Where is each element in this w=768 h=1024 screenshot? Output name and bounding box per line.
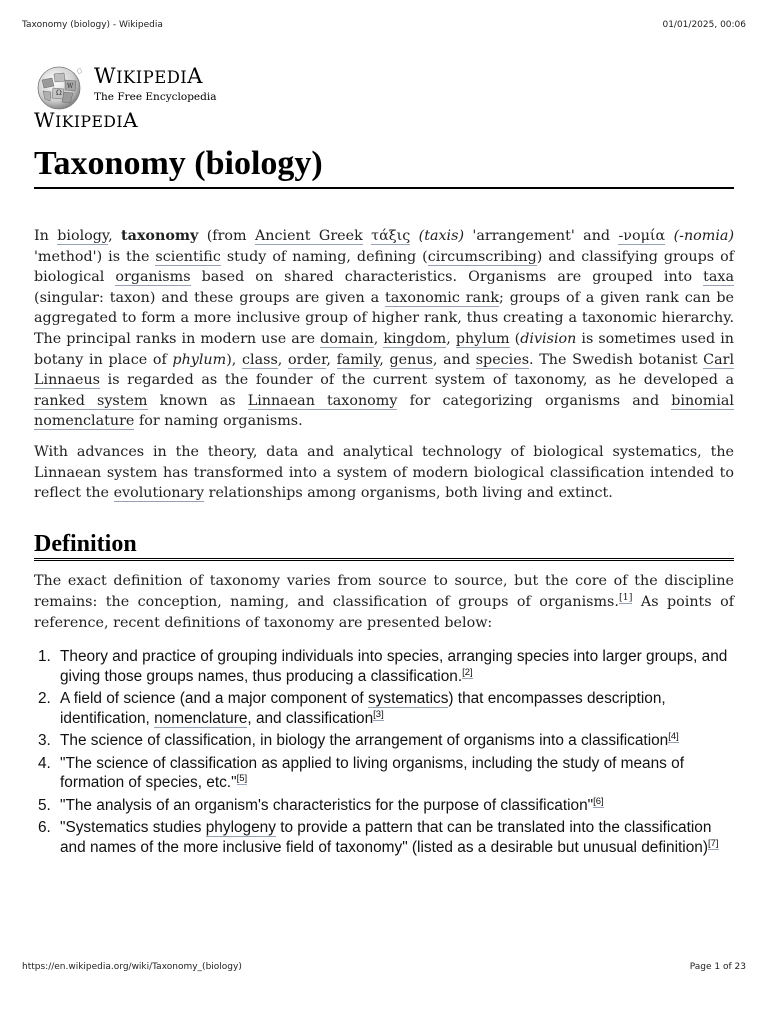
link-binomial-nomenclature[interactable]: binomial nomenclature — [34, 392, 734, 430]
reference-link[interactable]: [1] — [618, 591, 633, 603]
print-header-datetime: 01/01/2025, 00:06 — [662, 20, 746, 30]
link-family[interactable]: family — [336, 351, 380, 368]
section-heading-definition: Definition — [34, 534, 734, 562]
term-taxonomy: taxonomy — [121, 228, 199, 244]
link-domain[interactable]: domain — [320, 330, 374, 347]
link-evolutionary[interactable]: evolutionary — [113, 485, 205, 502]
reference-link[interactable]: [7] — [707, 837, 719, 849]
print-footer-page-number: Page 1 of 23 — [689, 962, 746, 972]
link-carl-linnaeus[interactable]: Carl Linnaeus — [34, 351, 735, 389]
link-taxis-greek[interactable]: τάξις — [371, 228, 411, 244]
list-item: 4. "The science of classification as applied to living organisms, including the study of means of formation of species, etc."[5] — [38, 754, 684, 792]
wikipedia-tagline: The Free Encyclopedia — [94, 91, 217, 103]
page-title: Taxonomy (biology) — [34, 145, 734, 189]
reference-link[interactable]: [3] — [373, 708, 384, 720]
intro-paragraph: In biology, taxonomy (from Ancient Greek τάξις (taxis) 'arrangement' and -νομία (-nomia) 'method') is the scientific study of naming, defining (circumscribing) and classifying groups of biological organisms based on shared characteristics. Organisms are grouped into taxa (singular: taxon) and these groups are given a taxonomic rank; groups of a given rank can be aggregated to form a more inclusive group of higher rank, thus creating a taxonomic hierarchy. The principal ranks in modern use are domain, kingdom, phylum (division is sometimes used in botany in place of phylum), class, order, family, genus, and species. The Swedish botanist Carl Linnaeus is regarded as the founder of the current system of taxonomy, as he developed a ranked system known as Linnaean taxonomy for categorizing organisms and binomial nomenclature for naming organisms. — [34, 228, 735, 430]
definition-paragraph: The exact definition of taxonomy varies from source to source, but the core of the discipline remains: the conception, naming, and classification of groups of organisms.[1] As points of reference, recent definitions of taxonomy are presented below: — [34, 573, 734, 631]
list-item: 5. "The analysis of an organism's characteristics for the purpose of classification"[6] — [38, 795, 604, 814]
print-footer — [22, 962, 746, 972]
reference-link[interactable]: [2] — [462, 666, 473, 678]
wikipedia-globe-icon — [34, 64, 86, 110]
link-circumscribing[interactable]: circumscribing — [427, 248, 537, 265]
link-phylum[interactable]: phylum — [455, 330, 510, 347]
reference-link[interactable]: [4] — [668, 731, 679, 743]
wikipedia-logo[interactable] — [34, 64, 216, 110]
reference-link[interactable]: [6] — [593, 795, 604, 807]
print-header-title: Taxonomy (biology) - Wikipedia — [22, 20, 163, 30]
link-linnaean-taxonomy[interactable]: Linnaean taxonomy — [247, 392, 398, 409]
link-nomia-greek[interactable]: -νομία — [618, 228, 666, 244]
list-item: 3. The science of classification, in biology the arrangement of organisms into a classification[4] — [38, 731, 679, 750]
print-header — [22, 20, 746, 30]
reference-link[interactable]: [5] — [236, 773, 248, 785]
wikipedia-wordmark: WIKIPEDIA — [94, 64, 203, 88]
print-footer-url: https://en.wikipedia.org/wiki/Taxonomy_(biology) — [22, 962, 242, 972]
svg-text:Ω: Ω — [56, 89, 62, 97]
link-scientific[interactable]: scientific — [155, 248, 221, 265]
link-organisms[interactable]: organisms — [115, 269, 191, 286]
link-order[interactable]: order — [288, 351, 327, 368]
link-genus[interactable]: genus — [389, 351, 433, 368]
link-phylogeny[interactable]: phylogeny — [205, 819, 276, 837]
link-taxonomic-rank[interactable]: taxonomic rank — [385, 289, 500, 306]
link-class[interactable]: class — [242, 351, 278, 368]
wikipedia-wordmark-secondary: WIKIPEDIA — [34, 108, 139, 132]
list-item: 2. A field of science (and a major component of systematics) that encompasses description, identification, nomenclature, and classification[3] — [38, 690, 666, 727]
link-biology[interactable]: biology — [57, 228, 109, 244]
link-systematics[interactable]: systematics — [368, 690, 449, 708]
link-kingdom[interactable]: kingdom — [383, 330, 447, 347]
link-ancient-greek[interactable]: Ancient Greek — [254, 228, 363, 244]
second-paragraph: With advances in the theory, data and analytical technology of biological systematics, the Linnaean system has transformed into a system of modern biological classification intended to reflect the evolutionary relationships among organisms, both living and extinct. — [34, 443, 734, 502]
link-ranked-system[interactable]: ranked system — [34, 392, 148, 409]
list-item: 6. "Systematics studies phylogeny to provide a pattern that can be translated into the classification and names of the more inclusive field of taxonomy" (listed as a desirable but unusual definition)[7] — [38, 819, 719, 856]
definitions-list — [34, 647, 734, 857]
link-taxa[interactable]: taxa — [703, 269, 734, 286]
link-nomenclature[interactable]: nomenclature — [154, 709, 248, 727]
article-body — [34, 226, 734, 860]
list-item: 1. Theory and practice of grouping individuals into species, arranging species into larger groups, and giving those groups names, thus producing a classification.[2] — [38, 648, 728, 685]
link-species[interactable]: species — [475, 351, 530, 368]
svg-text:W: W — [67, 83, 74, 90]
